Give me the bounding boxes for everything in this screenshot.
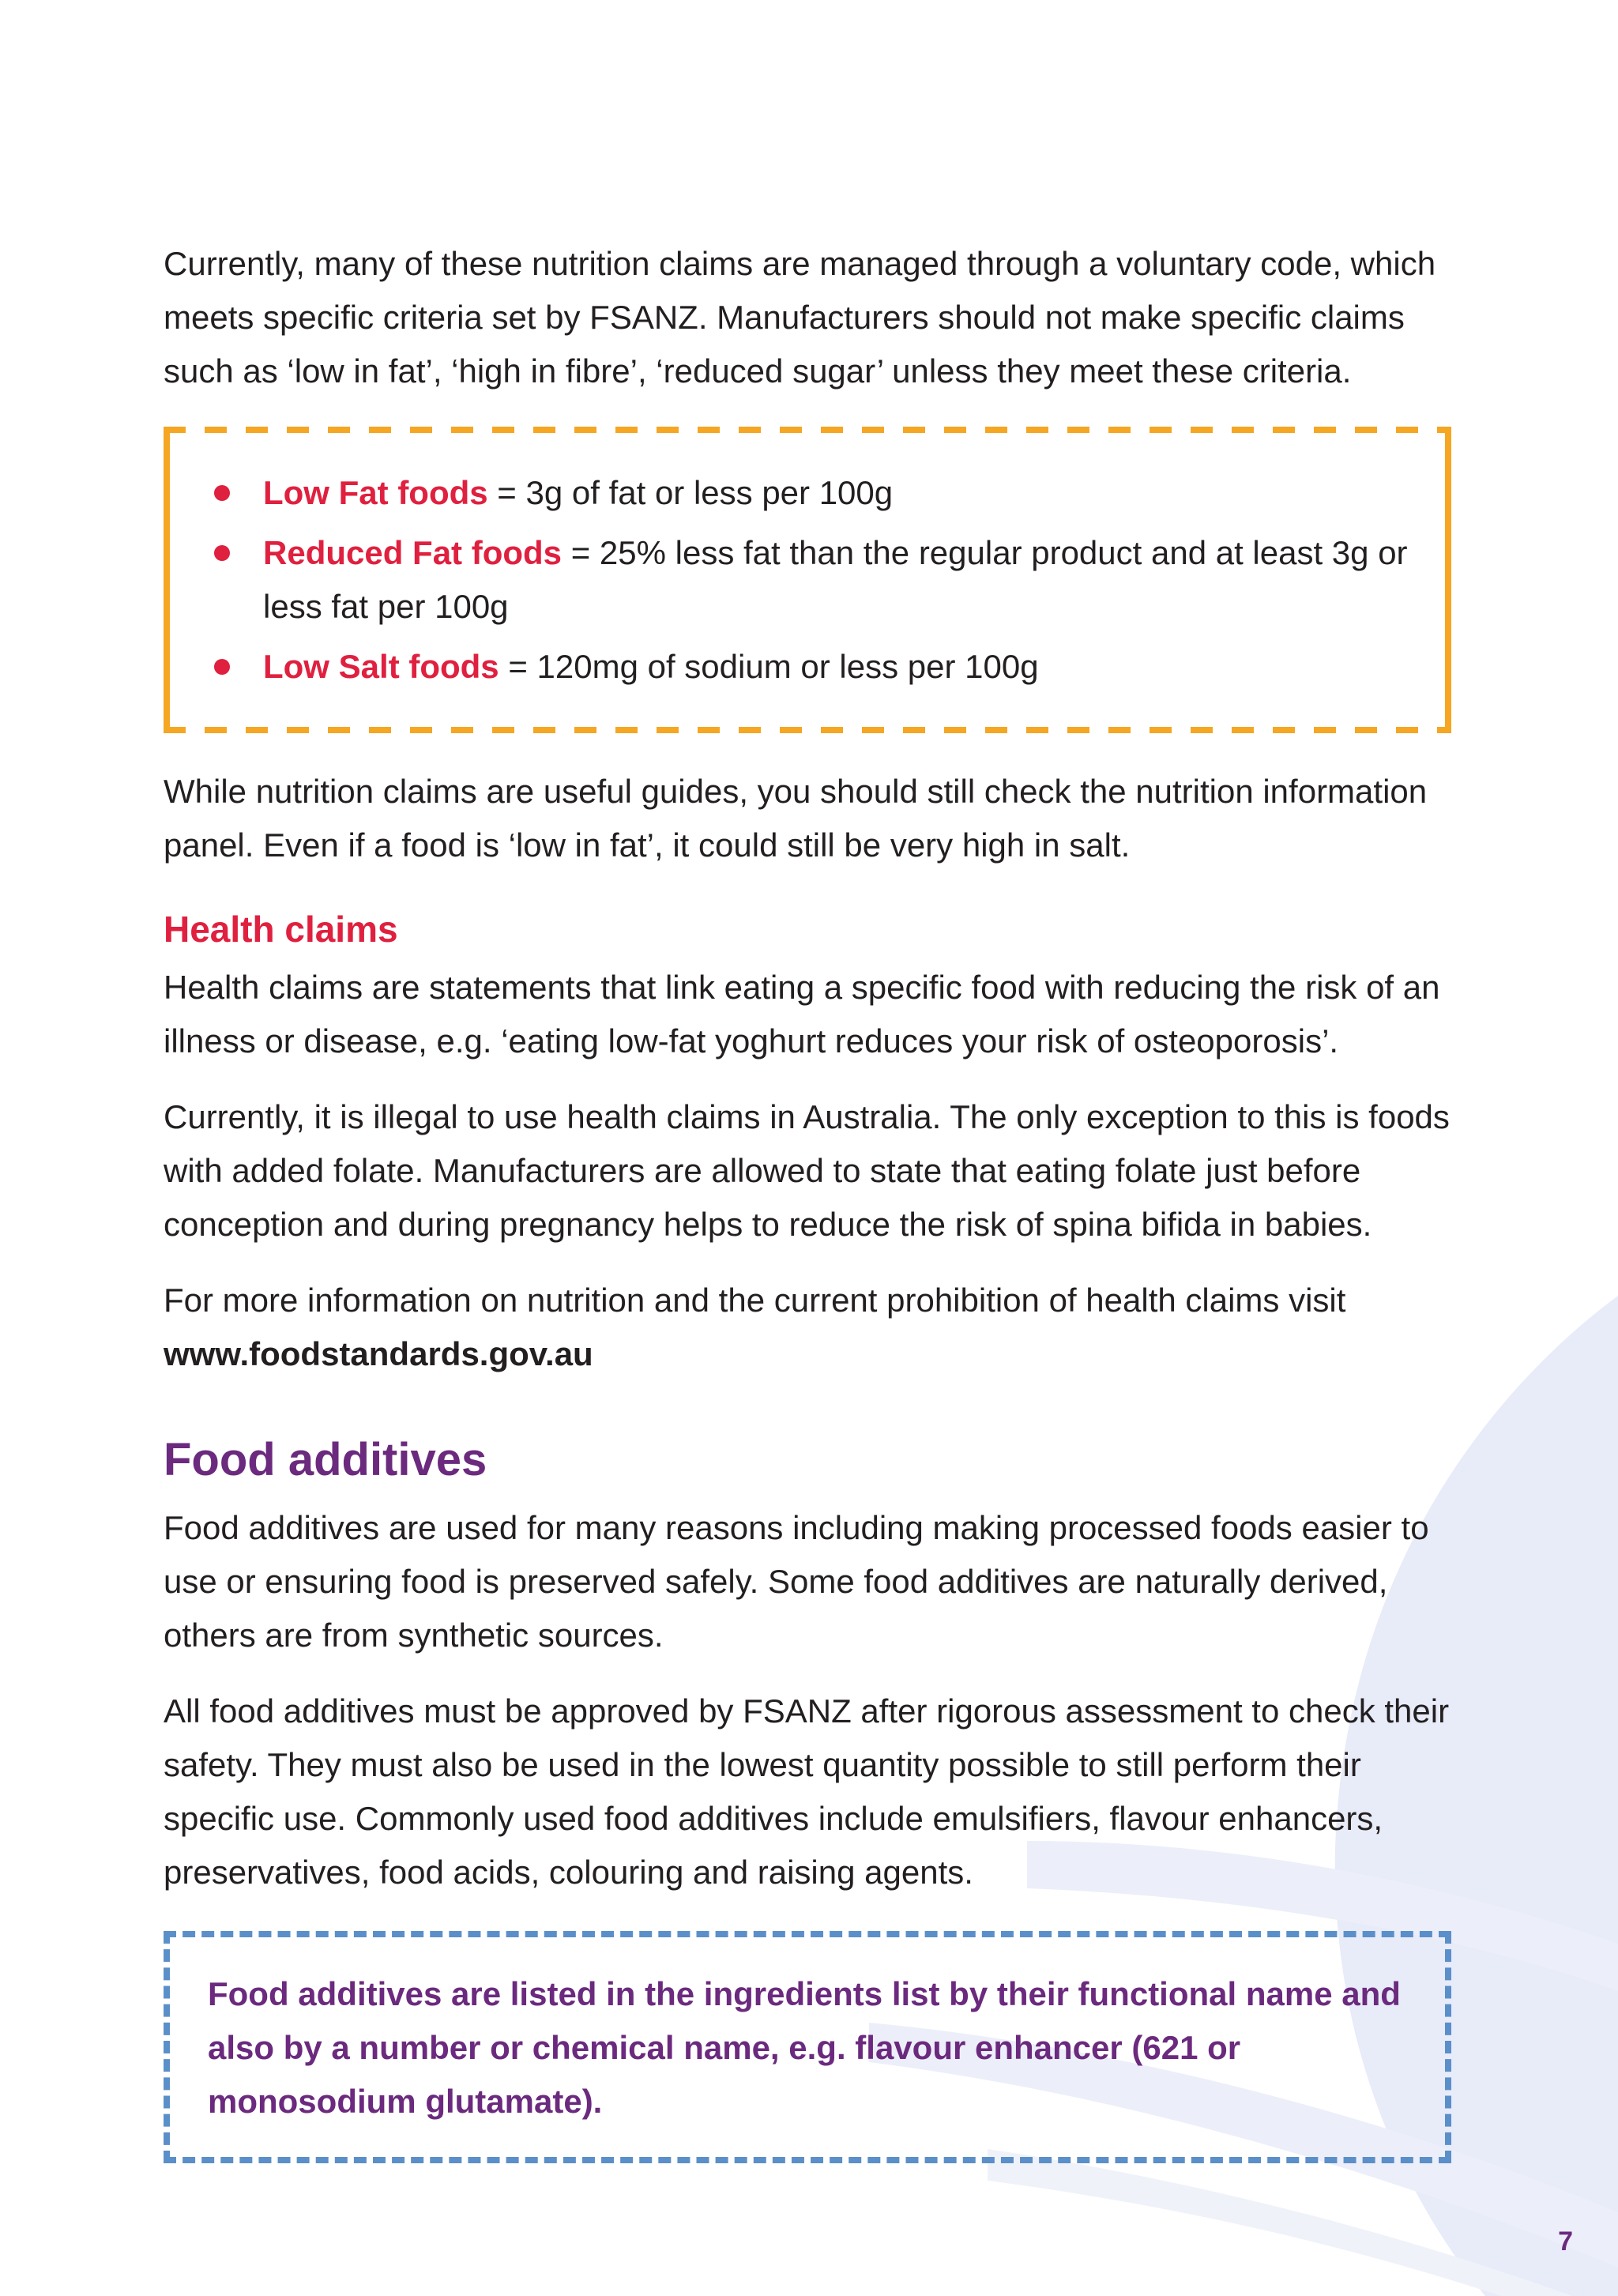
nutrition-claims-list: [208, 466, 1413, 694]
claim-term: Reduced Fat foods: [263, 534, 563, 571]
bullet-icon: [214, 545, 230, 561]
foodstandards-link[interactable]: www.foodstandards.gov.au: [164, 1335, 593, 1372]
food-additives-heading: Food additives: [164, 1434, 487, 1485]
nutrition-claims-box: [164, 427, 1451, 733]
list-item: [208, 526, 1413, 634]
claim-definition: = 3g of fat or less per 100g: [487, 474, 894, 511]
food-additives-callout-box: [164, 1931, 1451, 2163]
check-panel-paragraph: While nutrition claims are useful guides, you should still check the nutrition information panel. Even if a food is ‘low in fat’, it could still be very high in salt.: [164, 773, 1428, 864]
page-content: [164, 237, 1475, 2163]
more-info-text: For more information on nutrition and the current prohibition of health claims visit: [164, 1282, 1346, 1319]
health-claims-paragraph-2: Currently, it is illegal to use health claims in Australia. The only exception to this is foods with added folate. Manufacturers are allowed to state that eating folate just before conception and during pregnancy helps to reduce the risk of spina bifida in babies.: [164, 1098, 1450, 1243]
health-claims-heading: Health claims: [164, 909, 398, 950]
intro-paragraph: Currently, many of these nutrition claims are managed through a voluntary code, which meets specific criteria set by FSANZ. Manufacturers should not make specific claims such as ‘low in fat’, ‘high in fibre’, ‘reduced sugar’ unless they meet these criteria.: [164, 245, 1436, 390]
claim-definition: = 120mg of sodium or less per 100g: [499, 648, 1039, 685]
page-number: 7: [1558, 2226, 1573, 2256]
bullet-icon: [214, 485, 230, 501]
list-item: [208, 466, 1413, 520]
health-claims-paragraph-1: Health claims are statements that link eating a specific food with reducing the risk of an illness or disease, e.g. ‘eating low-fat yoghurt reduces your risk of osteoporosis’.: [164, 969, 1440, 1060]
claim-term: Low Fat foods: [263, 474, 488, 511]
food-additives-paragraph-1: Food additives are used for many reasons including making processed foods easier to use or ensuring food is preserved safely. Some food additives are naturally derived, others are from synthetic sources.: [164, 1509, 1429, 1654]
bullet-icon: [214, 659, 230, 675]
claim-term: Low Salt foods: [263, 648, 499, 685]
list-item: [208, 640, 1413, 694]
health-claims-paragraph-3: [164, 1274, 1475, 1381]
food-additives-paragraph-2: All food additives must be approved by FSANZ after rigorous assessment to check their safety. They must also be used in the lowest quantity possible to still perform their specific use. Commonly used food additives include emulsifiers, flavour enhancers, preservatives, food acids, colouring and raising agents.: [164, 1692, 1450, 1891]
food-additives-callout: Food additives are listed in the ingredients list by their functional name and also by a number or chemical name, e.g. flavour enhancer (621 or monosodium glutamate).: [208, 1975, 1401, 2120]
claim-definition: = 25% less fat than the regular product and at least 3g or less fat per 100g: [263, 534, 1408, 625]
